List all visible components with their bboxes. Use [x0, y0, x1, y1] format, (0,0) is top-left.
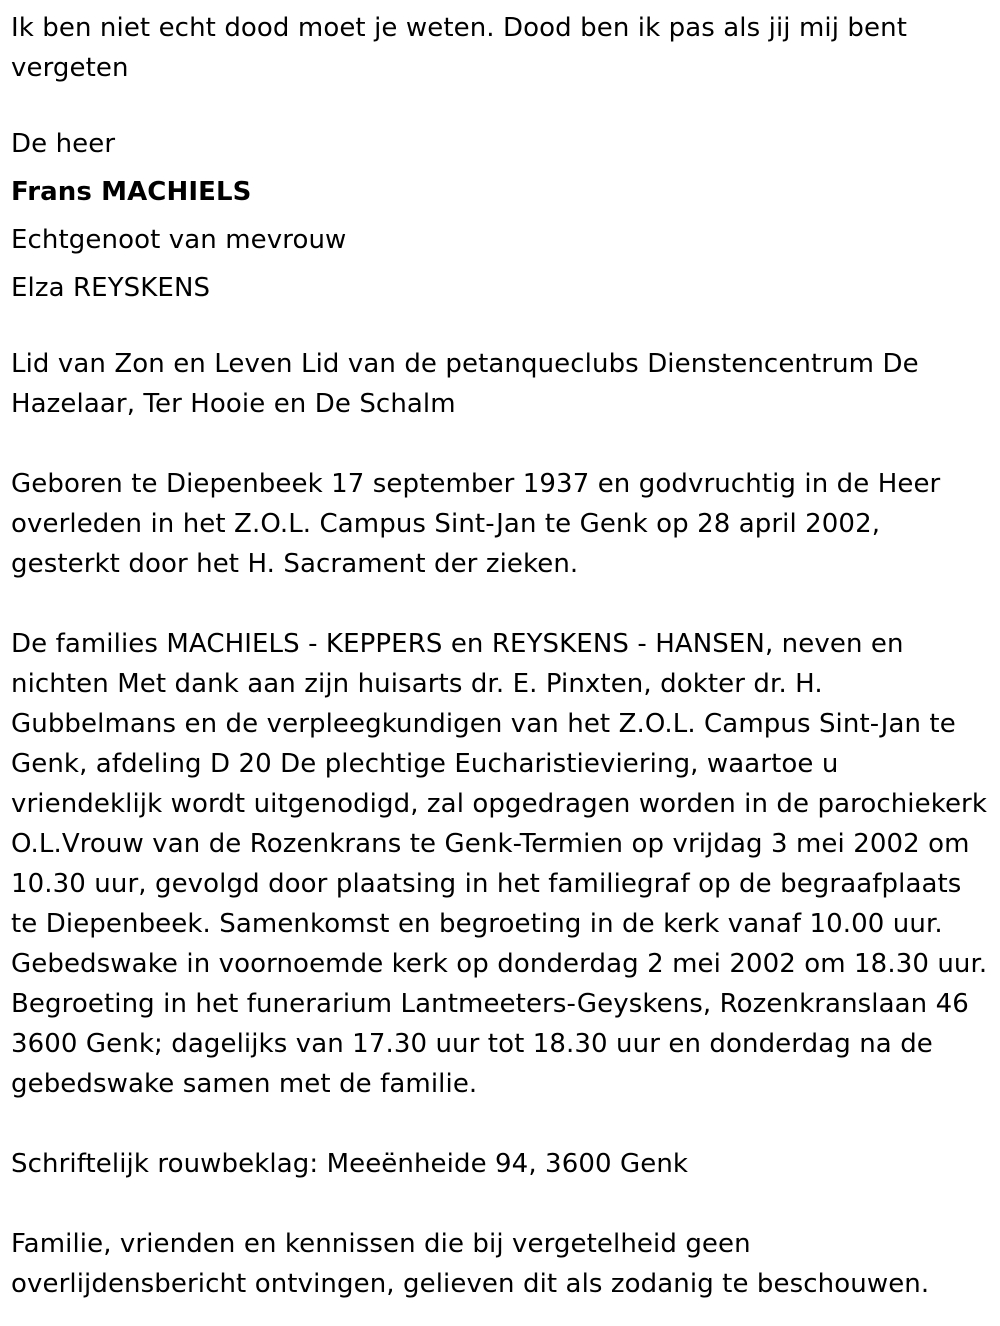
- families-ceremony-paragraph: De families MACHIELS - KEPPERS en REYSKENS - HANSEN, neven en nichten Met dank aan zijn huisarts dr. E. Pinxten, dokter dr. H. Gubbelmans en de verpleegkundigen van het Z.O.L. Campus Sint-Jan te Genk, afdeling D 20 De plechtige Eucharistieviering, waartoe u vriendeklijk wordt uitgenodigd, zal opgedragen worden in de parochiekerk O.L.Vrouw van de Rozenkrans te Genk-Termien op vrijdag 3 mei 2002 om 10.30 uur, gevolgd door plaatsing in het familiegraf op de begraafplaats te Diepenbeek. Samenkomst en begroeting in de kerk vanaf 10.00 uur. Gebedswake in voornoemde kerk op donderdag 2 mei 2002 om 18.30 uur. Begroeting in het funerarium Lantmeeters-Geyskens, Rozenkranslaan 46 3600 Genk; dagelijks van 17.30 uur tot 18.30 uur en donderdag na de gebedswake samen met de familie.: [11, 629, 988, 1099]
- deceased-name: Frans MACHIELS: [11, 177, 252, 207]
- birth-death-paragraph: Geboren te Diepenbeek 17 september 1937 en godvruchtig in de Heer overleden in het Z.O.L. Campus Sint-Jan te Genk op 28 april 2002, gesterkt door het H. Sacrament der zieken.: [11, 469, 941, 579]
- spacer: [11, 312, 993, 344]
- salutation: De heer: [11, 129, 116, 159]
- spacer: [11, 1104, 993, 1144]
- spacer: [11, 88, 993, 120]
- motto-text: Ik ben niet echt dood moet je weten. Dood ben ik pas als jij mij bent vergeten: [11, 13, 907, 83]
- obituary-document: [11, 8, 993, 1304]
- spacer: [11, 1184, 993, 1224]
- spouse-name: Elza REYSKENS: [11, 273, 211, 303]
- spacer: [11, 584, 993, 624]
- spacer: [11, 424, 993, 464]
- condolence-address: Schriftelijk rouwbeklag: Meeënheide 94, 3600 Genk: [11, 1149, 689, 1179]
- spouse-label: Echtgenoot van mevrouw: [11, 225, 347, 255]
- memberships-paragraph: Lid van Zon en Leven Lid van de petanqueclubs Dienstencentrum De Hazelaar, Ter Hooie en De Schalm: [11, 349, 919, 419]
- closing-note: Familie, vrienden en kennissen die bij vergetelheid geen overlijdensbericht ontvingen, gelieven dit als zodanig te beschouwen.: [11, 1229, 930, 1299]
